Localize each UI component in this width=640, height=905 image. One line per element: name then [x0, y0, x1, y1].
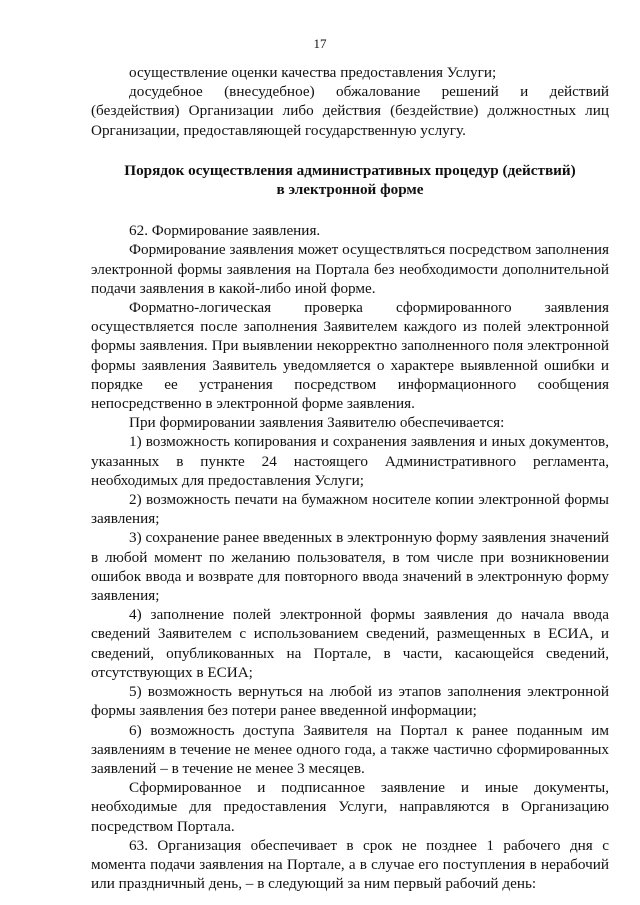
paragraph-62-title: 62. Формирование заявления.	[129, 222, 321, 240]
page-number: 17	[313, 36, 327, 51]
paragraph-format-check: Форматно-логическая проверка сформированного заявления осуществляется после заполнения Заявителем каждого из полей электронной формы заявления. При выявлении некорректно заполненного поля электронной формы заявления Заявитель уведомляется о характере выявленной ошибки и порядке ее устранения посредством информационного сообщения непосредственно в электронной форме заявления.	[91, 299, 609, 413]
paragraph-forming-application: Формирование заявления может осуществляться посредством заполнения электронной формы заявления на Портала без необходимости дополнительной подачи заявления в какой-либо иной форме.	[91, 241, 609, 297]
section-heading	[91, 161, 609, 199]
list-item-4: 4) заполнение полей электронной формы заявления до начала ввода сведений Заявителем с использованием сведений, размещенных в ЕСИА, и сведений, опубликованных на Портале, в части, касающейся сведений, отсутствующих в ЕСИА;	[91, 606, 609, 681]
section-heading-line-1: Порядок осуществления административных процедур (действий)	[124, 161, 576, 179]
section-heading-line-2: в электронной форме	[276, 181, 424, 199]
paragraph-provided-features: При формировании заявления Заявителю обеспечивается:	[129, 414, 505, 432]
list-item-2: 2) возможность печати на бумажном носителе копии электронной формы заявления;	[91, 491, 609, 528]
document-body	[91, 63, 609, 893]
list-item-5: 5) возможность вернуться на любой из этапов заполнения электронной формы заявления без потери ранее введенной информации;	[91, 683, 609, 720]
paragraph-63: 63. Организация обеспечивает в срок не позднее 1 рабочего дня с момента подачи заявления на Портале, а в случае его поступления в нерабочий или праздничный день, – в следующий за ним первый рабочий день:	[91, 836, 609, 893]
list-item-3: 3) сохранение ранее введенных в электронную форму заявления значений в любой момент по желанию пользователя, в том числе при возникновении ошибок ввода и возврате для повторного ввода значений в электронную форму заявления;	[91, 529, 609, 605]
paragraph-submission: Сформированное и подписанное заявление и иные документы, необходимые для предоставления Услуги, направляются в Организацию посредством Портала.	[91, 779, 609, 835]
intro-paragraph-1: осуществление оценки качества предоставления Услуги;	[129, 64, 497, 81]
intro-paragraph-2: досудебное (внесудебное) обжалование решений и действий (бездействия) Организации либо действия (бездействие) должностных лиц Организации, предоставляющей государственную услугу.	[91, 83, 609, 139]
list-item-1: 1) возможность копирования и сохранения заявления и иных документов, указанных в пункте 24 настоящего Административного регламента, необходимых для предоставления Услуги;	[91, 433, 609, 489]
list-item-6: 6) возможность доступа Заявителя на Портал к ранее поданным им заявлениям в течение не менее одного года, а также частично сформированных заявлений – в течение не менее 3 месяцев.	[91, 721, 609, 777]
